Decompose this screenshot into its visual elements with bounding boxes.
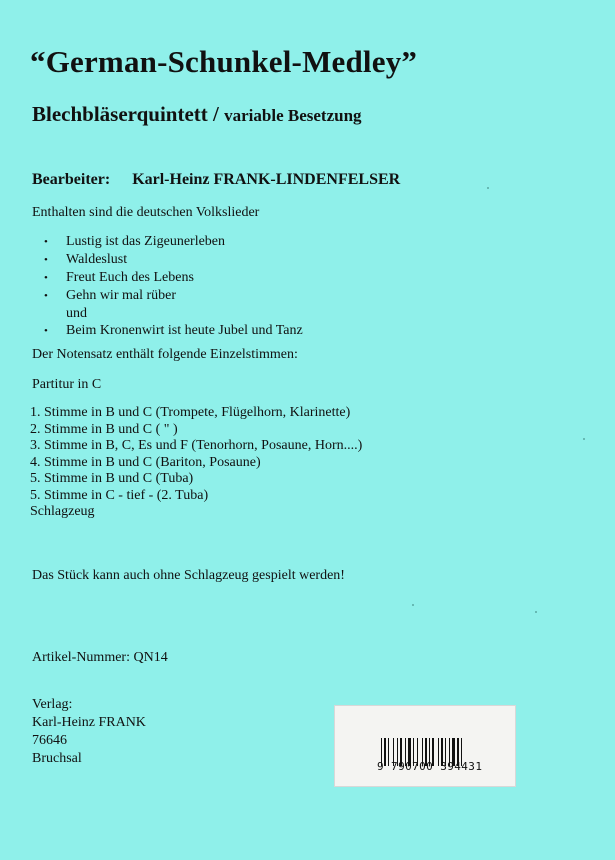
- voice-list: [30, 405, 362, 521]
- bullet-icon: •: [44, 272, 48, 284]
- paper-speck: [487, 187, 489, 189]
- song-title: Beim Kronenwirt ist heute Jubel und Tanz: [66, 323, 303, 338]
- percussion-note: Das Stück kann auch ohne Schlagzeug gespielt werden!: [32, 568, 345, 583]
- song-title: Waldeslust: [66, 252, 128, 267]
- paper-speck: [412, 604, 414, 606]
- list-connector: [44, 305, 303, 322]
- song-title: Gehn wir mal rüber: [66, 288, 177, 303]
- arranger-label: Bearbeiter:: [32, 171, 111, 188]
- subtitle-variant: variable Besetzung: [224, 106, 362, 125]
- voice-item: 2. Stimme in B und C ( " ): [30, 421, 178, 437]
- voice-item: 5. Stimme in C - tief - (2. Tuba): [30, 487, 209, 503]
- subtitle-main: Blechbläserquintett: [32, 102, 208, 126]
- page-title: “German-Schunkel-Medley”: [30, 44, 418, 79]
- list-item: [44, 287, 303, 305]
- publisher-block: [32, 696, 146, 768]
- parts-intro: Der Notensatz enthält folgende Einzelstimmen:: [32, 347, 298, 362]
- barcode-sticker: [334, 705, 516, 787]
- voice-item: Schlagzeug: [30, 504, 95, 519]
- voice-item: 1. Stimme in B und C (Trompete, Flügelhorn, Klarinette): [30, 405, 351, 420]
- publisher-city: Bruchsal: [32, 751, 82, 766]
- song-list: [44, 233, 303, 340]
- barcode-number: 9 790700 394431: [377, 760, 483, 773]
- voice-item: 4. Stimme in B und C (Bariton, Posaune): [30, 454, 261, 470]
- bullet-icon: •: [44, 254, 48, 266]
- list-item: [44, 251, 303, 269]
- voice-item: 3. Stimme in B, C, Es und F (Tenorhorn, Posaune, Horn....): [30, 438, 363, 453]
- song-title: Freut Euch des Lebens: [66, 270, 194, 285]
- score-line: Partitur in C: [32, 377, 102, 392]
- publisher-zip: 76646: [32, 733, 67, 748]
- bullet-icon: •: [44, 236, 48, 248]
- publisher-label: Verlag:: [32, 697, 73, 712]
- connector-text: und: [66, 306, 87, 321]
- publisher-name: Karl-Heinz FRANK: [32, 715, 146, 730]
- intro-text: Enthalten sind die deutschen Volkslieder: [32, 205, 260, 220]
- bullet-icon: •: [44, 325, 48, 337]
- arranger-name: Karl-Heinz FRANK-LINDENFELSER: [132, 171, 401, 188]
- song-title: Lustig ist das Zigeunerleben: [66, 234, 226, 249]
- voice-item: 5. Stimme in B und C (Tuba): [30, 471, 194, 486]
- subtitle: [32, 102, 362, 127]
- list-item: [44, 233, 303, 251]
- bullet-icon: •: [44, 290, 48, 302]
- paper-speck: [583, 438, 585, 440]
- arranger-line: [32, 171, 400, 189]
- list-item: [44, 322, 303, 340]
- article-number: Artikel-Nummer: QN14: [32, 650, 168, 665]
- paper-speck: [535, 611, 537, 613]
- list-item: [44, 269, 303, 287]
- subtitle-separator: /: [207, 102, 225, 126]
